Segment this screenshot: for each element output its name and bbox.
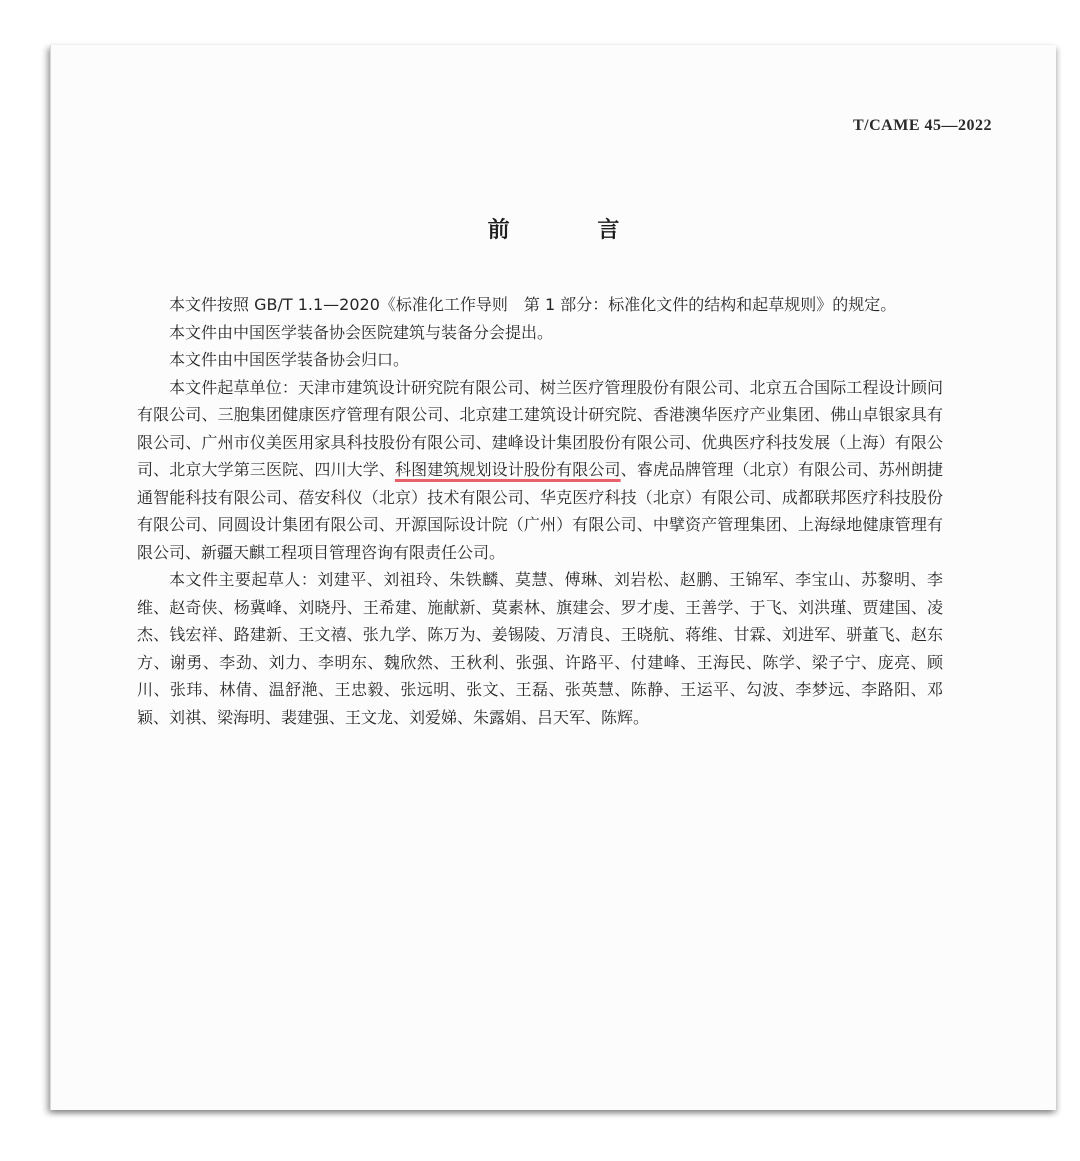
- paragraph-drafters: 本文件主要起草人：刘建平、刘祖玲、朱铁麟、莫慧、傅琳、刘岩松、赵鹏、王锦军、李宝山、苏黎明、李维、赵奇侠、杨冀峰、刘晓丹、王希建、施献新、莫素林、旗建会、罗才虔、王善学、于飞、刘洪瑾、贾建国、凌杰、钱宏祥、路建新、王文禧、张九学、陈万为、姜锡陵、万清良、王晓航、蒋维、甘霖、刘进军、骈董飞、赵东方、谢勇、李劲、刘力、李明东、魏欣然、王秋利、张强、许路平、付建峰、王海民、陈学、梁子宁、庞亮、顾川、张玮、林倩、温舒滟、王忠毅、张远明、张文、王磊、张英慧、陈静、王运平、勾波、李梦远、李路阳、邓颖、刘祺、梁海明、裴建强、王文龙、刘爱娣、朱露娟、吕天军、陈辉。: [137, 570, 943, 727]
- drafting-units-text-after: 、睿虎品牌管理（北京）有限公司、苏州朗捷通智能科技有限公司、蓓安科仪（北京）技术有限公司、华克医疗科技（北京）有限公司、成都联邦医疗科技股份有限公司、同圆设计集团有限公司、开源国际设计院（广州）有限公司、中擘资产管理集团、上海绿地健康管理有限公司、新疆天麒工程项目管理咨询有限责任公司。: [137, 460, 943, 562]
- page-title: 前 言: [487, 217, 660, 243]
- paragraph-administrator: 本文件由中国医学装备协会归口。: [169, 350, 410, 369]
- paragraph-structure-rule: 本文件按照 GB/T 1.1—2020《标准化工作导则 第 1 部分：标准化文件的结构和起草规则》的规定。: [169, 295, 897, 314]
- highlighted-company: 科图建筑规划设计股份有限公司: [394, 460, 621, 479]
- paragraph-drafting-units: [137, 374, 943, 567]
- drafting-units-text-before: 本文件起草单位：天津市建筑设计研究院有限公司、树兰医疗管理股份有限公司、北京五合国际工程设计顾问有限公司、三胞集团健康医疗管理有限公司、北京建工建筑设计研究院、香港澳华医疗产业集团、佛山卓银家具有限公司、广州市仪美医用家具科技股份有限公司、建峰设计集团股份有限公司、优典医疗科技发展（上海）有限公司、北京大学第三医院、四川大学、: [137, 377, 943, 479]
- standard-code: T/CAME 45—2022: [853, 117, 992, 134]
- paragraph-proposer: 本文件由中国医学装备协会医院建筑与装备分会提出。: [169, 322, 554, 342]
- document-page: [50, 45, 1056, 1110]
- document-body: [137, 291, 943, 731]
